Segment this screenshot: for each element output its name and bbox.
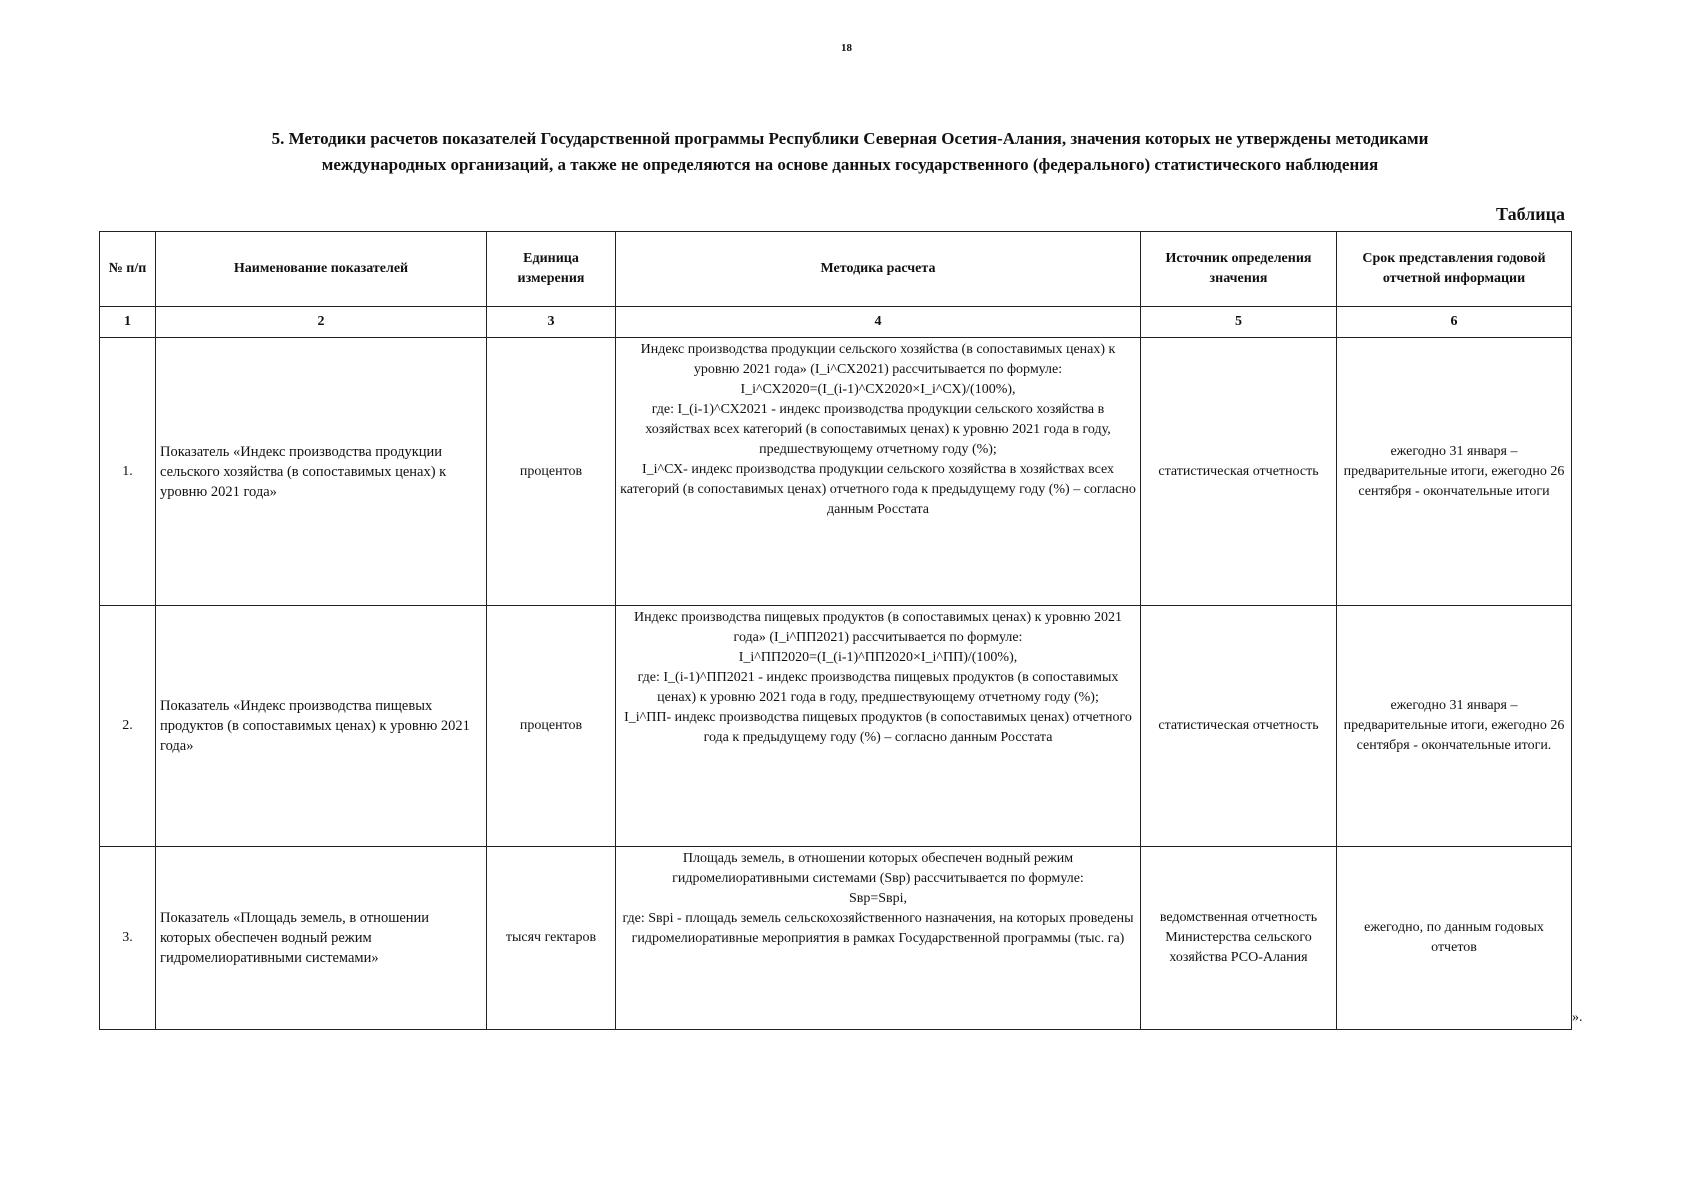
column-number: 3 (487, 307, 616, 338)
table-row (100, 606, 1572, 847)
page-number: 18 (841, 42, 852, 54)
method-line: I_i^СХ- индекс производства продукции сельского хозяйства в хозяйствах всех категорий (в сопоставимых ценах) отчетного года к предыдущему году (%) – согласно данным Росстата (620, 462, 1136, 517)
indicators-table (99, 231, 1572, 1030)
indicator-source: статистическая отчетность (1141, 338, 1337, 606)
row-number: 1. (100, 338, 156, 606)
indicator-unit: процентов (487, 606, 616, 847)
column-number: 4 (616, 307, 1141, 338)
calculation-method (616, 847, 1141, 1030)
header-method: Методика расчета (616, 232, 1141, 307)
column-number: 2 (156, 307, 487, 338)
indicator-name: Показатель «Площадь земель, в отношении которых обеспечен водный режим гидромелиоративными системами» (156, 847, 487, 1030)
method-line: где: I_(i-1)^ПП2021 - индекс производства пищевых продуктов (в сопоставимых ценах) к уровню 2021 года в году, предшествующему отчетному году (%); (637, 670, 1119, 705)
heading-line-1: 5. Методики расчетов показателей Государственной программы Республики Северная Осетия-Алания, значения которых не утверждены методиками (271, 129, 1429, 148)
row-number: 3. (100, 847, 156, 1030)
method-line: I_i^ПП- индекс производства пищевых продуктов (в сопоставимых ценах) отчетного года к предыдущему году (%) – согласно данным Росстата (624, 710, 1132, 745)
column-number: 5 (1141, 307, 1337, 338)
indicator-source: ведомственная отчетность Министерства сельского хозяйства РСО-Алания (1141, 847, 1337, 1030)
table-header-row (100, 232, 1572, 307)
calculation-method (616, 338, 1141, 606)
reporting-term: ежегодно 31 января – предварительные итоги, ежегодно 26 сентября - окончательные итоги. (1337, 606, 1572, 847)
calculation-method (616, 606, 1141, 847)
column-number: 6 (1337, 307, 1572, 338)
heading-line-2: международных организаций, а также не определяются на основе данных государственного (федерального) статистического наблюдения (321, 155, 1379, 174)
header-name: Наименование показателей (156, 232, 487, 307)
header-unit: Единица измерения (487, 232, 616, 307)
method-line: Индекс производства пищевых продуктов (в сопоставимых ценах) к уровню 2021 года» (I_i^ПП2021) рассчитывается по формуле: (633, 610, 1123, 645)
indicator-unit: процентов (487, 338, 616, 606)
indicator-unit: тысяч гектаров (487, 847, 616, 1030)
reporting-term: ежегодно, по данным годовых отчетов (1337, 847, 1572, 1030)
indicator-source: статистическая отчетность (1141, 606, 1337, 847)
indicator-name: Показатель «Индекс производства пищевых продуктов (в сопоставимых ценах) к уровню 2021 года» (156, 606, 487, 847)
method-line: где: I_(i-1)^СХ2021 - индекс производства продукции сельского хозяйства в хозяйствах всех категорий (в сопоставимых ценах) к уровню 2021 года в году, предшествующему отчетному году (%); (645, 402, 1111, 457)
method-formula: I_i^СХ2020=(I_(i-1)^СХ2020×I_i^СХ)/(100%), (740, 382, 1016, 397)
header-term: Срок представления годовой отчетной информации (1337, 232, 1572, 307)
table-row (100, 847, 1572, 1030)
table-caption: Таблица (1496, 204, 1565, 224)
method-formula: I_i^ПП2020=(I_(i-1)^ПП2020×I_i^ПП)/(100%), (738, 650, 1018, 665)
table-row (100, 338, 1572, 606)
method-line: Площадь земель, в отношении которых обеспечен водный режим гидромелиоративными системами (Sвр) рассчитывается по формуле: (672, 851, 1084, 886)
method-formula: Sвр=Sвpi, (848, 891, 908, 906)
method-line: Индекс производства продукции сельского хозяйства (в сопоставимых ценах) к уровню 2021 года» (I_i^СХ2021) рассчитывается по формуле: (640, 342, 1116, 377)
header-source: Источник определения значения (1141, 232, 1337, 307)
row-number: 2. (100, 606, 156, 847)
closing-quote: ». (1572, 1010, 1583, 1025)
method-line: где: Sвpi - площадь земель сельскохозяйственного назначения, на которых проведены гидромелиоративные мероприятия в рамках Государственной программы (тыс. га) (622, 911, 1134, 946)
reporting-term: ежегодно 31 января – предварительные итоги, ежегодно 26 сентября - окончательные итоги (1337, 338, 1572, 606)
column-number-row (100, 307, 1572, 338)
header-num: № п/п (100, 232, 156, 307)
column-number: 1 (100, 307, 156, 338)
section-heading (100, 126, 1600, 178)
indicator-name: Показатель «Индекс производства продукции сельского хозяйства (в сопоставимых ценах) к уровню 2021 года» (156, 338, 487, 606)
